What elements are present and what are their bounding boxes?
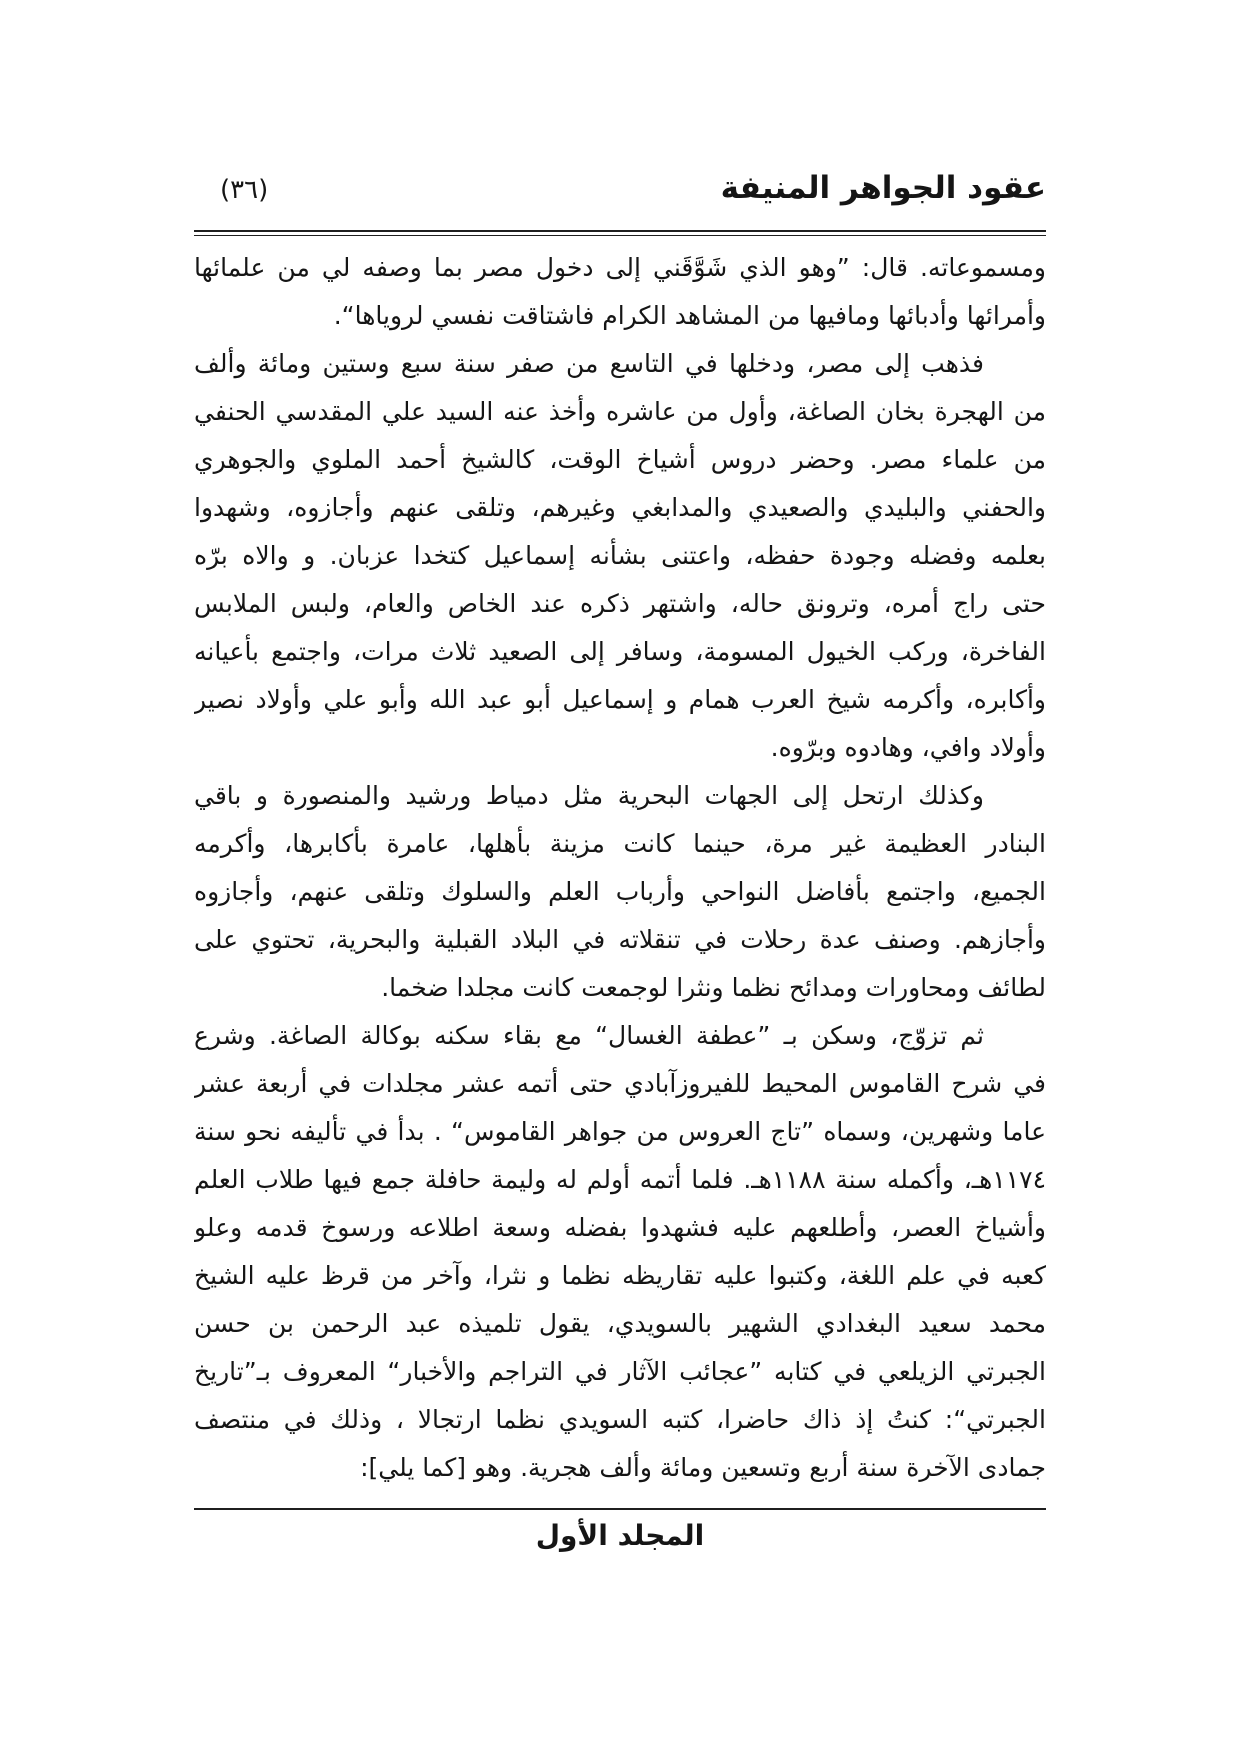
page-header bbox=[194, 170, 1046, 220]
text-line: وأجازهم. وصنف عدة رحلات في تنقلاته في البلاد القبلية والبحرية، تحتوي على bbox=[194, 925, 1046, 954]
volume-label: المجلد الأول bbox=[535, 1519, 705, 1552]
page-body bbox=[194, 244, 1046, 1492]
text-line: وأولاد وافي، وهادوه وبرّوه. bbox=[770, 733, 1046, 762]
text-line: من الهجرة بخان الصاغة، وأول من عاشره وأخذ عنه السيد علي المقدسي الحنفي bbox=[194, 397, 1046, 426]
footer-divider bbox=[194, 1508, 1046, 1510]
text-line: محمد سعيد البغدادي الشهير بالسويدي، يقول تلميذه عبد الرحمن بن حسن bbox=[194, 1309, 1046, 1338]
text-line: في شرح القاموس المحيط للفيروزآبادي حتى أتمه عشر مجلدات في أربعة عشر bbox=[194, 1069, 1046, 1098]
paragraph bbox=[194, 1012, 1046, 1492]
text-line: البنادر العظيمة غير مرة، حينما كانت مزينة بأهلها، عامرة بأكابرها، وأكرمه bbox=[194, 829, 1046, 858]
page-footer bbox=[194, 1514, 1046, 1558]
text-line: بعلمه وفضله وجودة حفظه، واعتنى بشأنه إسماعيل كتخدا عزبان. و والاه برّه bbox=[194, 541, 1046, 570]
text-line: كعبه في علم اللغة، وكتبوا عليه تقاريظه نظما و نثرا، وآخر من قرظ عليه الشيخ bbox=[194, 1261, 1046, 1290]
text-line: الجبرتي“: كنتُ إذ ذاك حاضرا، كتبه السويدي نظما ارتجالا ، وذلك في منتصف bbox=[194, 1405, 1046, 1434]
text-line: ١١٧٤هـ، وأكمله سنة ١١٨٨هـ. فلما أتمه أولم له وليمة حافلة جمع فيها طلاب العلم bbox=[194, 1165, 1046, 1194]
text-line: الجبرتي الزيلعي في كتابه ”عجائب الآثار في التراجم والأخبار“ المعروف بـ”تاريخ bbox=[194, 1357, 1046, 1386]
text-line: فذهب إلى مصر، ودخلها في التاسع من صفر سنة سبع وستين ومائة وألف bbox=[194, 349, 984, 378]
header-divider bbox=[194, 230, 1046, 236]
paragraph bbox=[194, 772, 1046, 1012]
text-line: الفاخرة، وركب الخيول المسومة، وسافر إلى الصعيد ثلاث مرات، واجتمع بأعيانه bbox=[194, 637, 1046, 666]
text-line: وأمرائها وأدبائها ومافيها من المشاهد الكرام فاشتاقت نفسي لروياها“. bbox=[333, 301, 1046, 330]
text-line: لطائف ومحاورات ومدائح نظما ونثرا لوجمعت كانت مجلدا ضخما. bbox=[381, 973, 1046, 1002]
text-line: ومسموعاته. قال: ”وهو الذي شَوَّقَني إلى دخول مصر بما وصفه لي من علمائها bbox=[194, 253, 1046, 282]
text-line: ثم تزوّج، وسكن بـ ”عطفة الغسال“ مع بقاء سكنه بوكالة الصاغة. وشرع bbox=[194, 1021, 984, 1050]
page-content bbox=[194, 170, 1046, 1558]
paragraph bbox=[194, 340, 1046, 772]
text-line: عاما وشهرين، وسماه ”تاج العروس من جواهر القاموس“ . بدأ في تأليفه نحو سنة bbox=[194, 1117, 1046, 1146]
text-line: حتى راج أمره، وترونق حاله، واشتهر ذكره عند الخاص والعام، ولبس الملابس bbox=[194, 589, 1046, 618]
text-line: وأكابره، وأكرمه شيخ العرب همام و إسماعيل أبو عبد الله وأبو علي وأولاد نصير bbox=[194, 685, 1046, 714]
text-line: وأشياخ العصر، وأطلعهم عليه فشهدوا بفضله وسعة اطلاعه ورسوخ قدمه وعلو bbox=[194, 1213, 1046, 1242]
book-title: عقود الجواهر المنيفة bbox=[720, 170, 1046, 206]
text-line: وكذلك ارتحل إلى الجهات البحرية مثل دمياط ورشيد والمنصورة و باقي bbox=[194, 781, 984, 810]
text-line: والحفني والبليدي والصعيدي والمدابغي وغيرهم، وتلقى عنهم وأجازوه، وشهدوا bbox=[194, 493, 1046, 522]
paragraph bbox=[194, 244, 1046, 340]
text-line: الجميع، واجتمع بأفاضل النواحي وأرباب العلم والسلوك وتلقى عنهم، وأجازوه bbox=[194, 877, 1046, 906]
text-line: جمادى الآخرة سنة أربع وتسعين ومائة وألف هجرية. وهو [كما يلي]: bbox=[360, 1453, 1046, 1482]
text-line: من علماء مصر. وحضر دروس أشياخ الوقت، كالشيخ أحمد الملوي والجوهري bbox=[194, 445, 1046, 474]
page-number: (٣٦) bbox=[220, 175, 269, 205]
